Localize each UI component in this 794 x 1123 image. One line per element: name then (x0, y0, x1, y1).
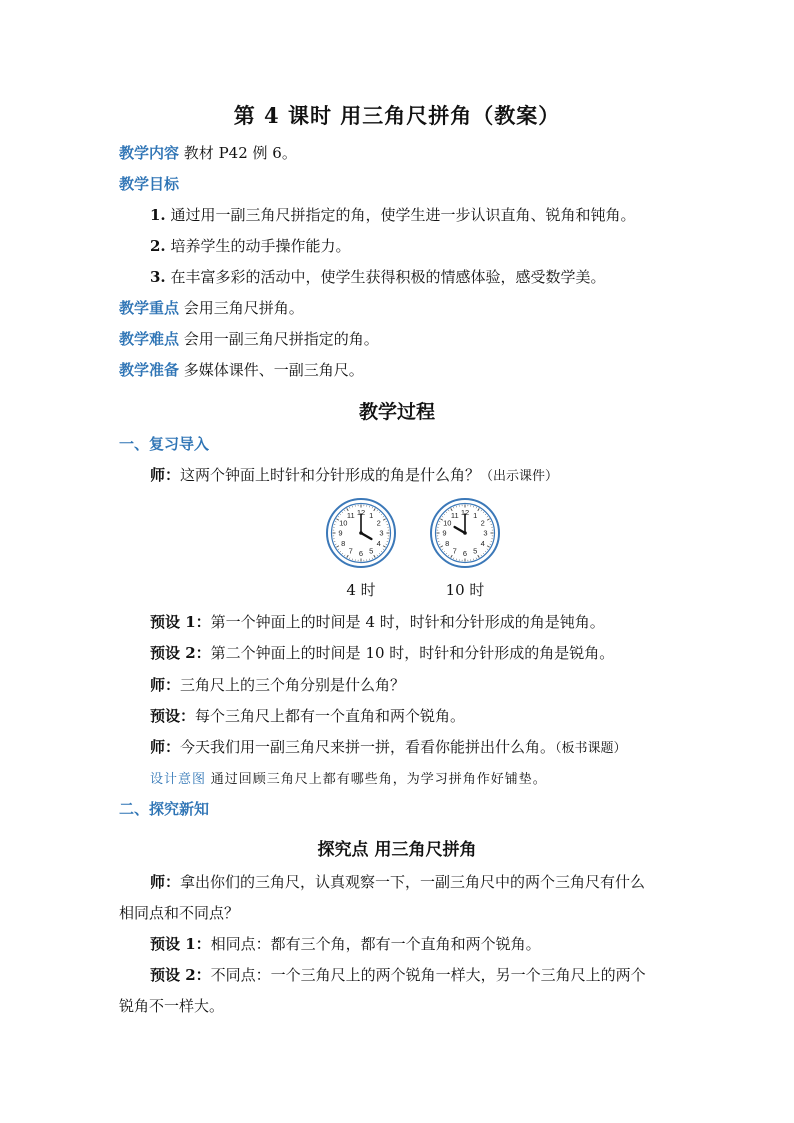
clock-number: 1 (473, 510, 478, 520)
design-text: 通过回顾三角尺上都有哪些角，为学习拼角作好铺垫。 (210, 772, 547, 787)
answer-text: 第一个钟面上的时间是 4 时，时针和分针形成的角是钝角。 (210, 613, 605, 631)
goal-item-3 (150, 267, 605, 287)
difficulty-row (119, 329, 379, 349)
key-point-text: 会用三角尺拼角。 (183, 299, 304, 317)
goal-text: 培养学生的动手操作能力。 (170, 237, 351, 255)
section1-question-2 (150, 675, 405, 695)
goal-number: 2. (150, 237, 166, 255)
note-text: （出示课件） (480, 469, 559, 484)
clock-number: 7 (452, 546, 457, 556)
clock-number: 4 (480, 538, 485, 548)
section1-heading: 一、复习导入 (119, 435, 210, 453)
page-title: 第 4 课时 用三角尺拼角（教案） (233, 103, 561, 128)
clock-number: 3 (379, 528, 384, 538)
prep-label: 教学准备 (119, 361, 180, 379)
clock-face-2 (429, 497, 501, 569)
content-row (119, 143, 297, 163)
clock-number: 7 (348, 546, 353, 556)
clock-number: 6 (358, 549, 364, 559)
section2-subtitle: 探究点 用三角尺拼角 (317, 840, 477, 860)
content-label: 教学内容 (119, 144, 180, 162)
section2-heading: 二、探究新知 (119, 800, 210, 818)
difficulty-text: 会用一副三角尺拼指定的角。 (183, 330, 379, 348)
answer-text: 第二个钟面上的时间是 10 时，时针和分针形成的角是锐角。 (210, 644, 615, 662)
clock-number: 2 (376, 518, 381, 528)
clock-face-1 (325, 497, 397, 569)
clock-center (463, 531, 467, 535)
clock-number: 11 (450, 510, 459, 520)
goal-text: 在丰富多彩的活动中，使学生获得积极的情感体验，感受数学美。 (170, 268, 606, 286)
goals-label: 教学目标 (119, 175, 180, 193)
clock-number: 8 (445, 538, 450, 548)
answer-text: 相同点：都有三个角，都有一个直角和两个锐角。 (210, 935, 541, 953)
goal-item-1 (150, 205, 635, 225)
goal-item-2 (150, 236, 350, 256)
speaker-teacher: 师： (150, 676, 181, 694)
clock-number: 5 (473, 546, 478, 556)
clock-number: 9 (338, 528, 343, 538)
goal-number: 1. (150, 206, 166, 224)
clock-1-drawing (327, 499, 395, 567)
question-text: 三角尺上的三个角分别是什么角？ (180, 676, 406, 694)
answer-text: 每个三角尺上都有一个直角和两个锐角。 (195, 707, 466, 725)
design-label: 设计意图 (150, 772, 207, 787)
prep-text: 多媒体课件、一副三角尺。 (183, 361, 364, 379)
clock-number: 2 (480, 518, 485, 528)
clock-number: 12 (356, 508, 366, 518)
clock-number: 4 (376, 538, 381, 548)
prep-row (119, 360, 364, 380)
speaker-preset: 预设 2： (150, 644, 211, 662)
clock-number: 3 (483, 528, 488, 538)
clock-number: 10 (443, 518, 452, 528)
section2-answer-1 (150, 934, 541, 954)
question-text: 拿出你们的三角尺，认真观察一下，一副三角尺中的两个三角尺有什么 (180, 873, 646, 891)
clock-number: 11 (346, 510, 355, 520)
clock-number: 9 (442, 528, 447, 538)
clock-center (359, 531, 363, 535)
speaker-teacher: 师： (150, 738, 181, 756)
clock-number: 5 (369, 546, 374, 556)
clock-number: 1 (369, 510, 374, 520)
clock-caption-2: 10 时 (445, 581, 485, 599)
clock-number: 12 (460, 508, 470, 518)
speaker-teacher: 师： (150, 873, 181, 891)
clock-number: 8 (341, 538, 346, 548)
speaker-preset: 预设 1： (150, 613, 211, 631)
question-text: 今天我们用一副三角尺来拼一拼，看看你能拼出什么角。 (180, 738, 556, 756)
difficulty-label: 教学难点 (119, 330, 180, 348)
key-point-label: 教学重点 (119, 299, 180, 317)
section1-answer-2 (150, 643, 614, 663)
speaker-preset: 预设 1： (150, 935, 211, 953)
clock-2-drawing (431, 499, 499, 567)
clock-caption-1: 4 时 (346, 581, 376, 599)
section2-question-line-1 (150, 872, 645, 892)
section2-question-line-2: 相同点和不同点？ (119, 904, 240, 922)
key-point-row (119, 298, 304, 318)
section1-question-3 (150, 737, 627, 759)
section1-answer-1 (150, 612, 605, 632)
speaker-preset: 预设 2： (150, 966, 211, 984)
answer-text: 不同点：一个三角尺上的两个锐角一样大，另一个三角尺上的两个 (210, 966, 646, 984)
clock-number: 10 (339, 518, 348, 528)
process-title: 教学过程 (358, 401, 435, 423)
note-text: （板书课题） (555, 741, 627, 756)
goal-number: 3. (150, 268, 166, 286)
clock-number: 6 (462, 549, 468, 559)
design-intent-row (150, 768, 547, 790)
question-text: 这两个钟面上时针和分针形成的角是什么角？ (180, 466, 481, 484)
section1-answer-3 (150, 706, 465, 726)
speaker-teacher: 师： (150, 466, 181, 484)
section2-answer-2-line-2: 锐角不一样大。 (119, 997, 225, 1015)
goal-text: 通过用一副三角尺拼指定的角，使学生进一步认识直角、锐角和钝角。 (170, 206, 636, 224)
section2-answer-2-line-1 (150, 965, 646, 985)
content-text: 教材 P42 例 6。 (183, 144, 297, 162)
section1-question-1 (150, 465, 558, 487)
speaker-preset: 预设： (150, 707, 196, 725)
